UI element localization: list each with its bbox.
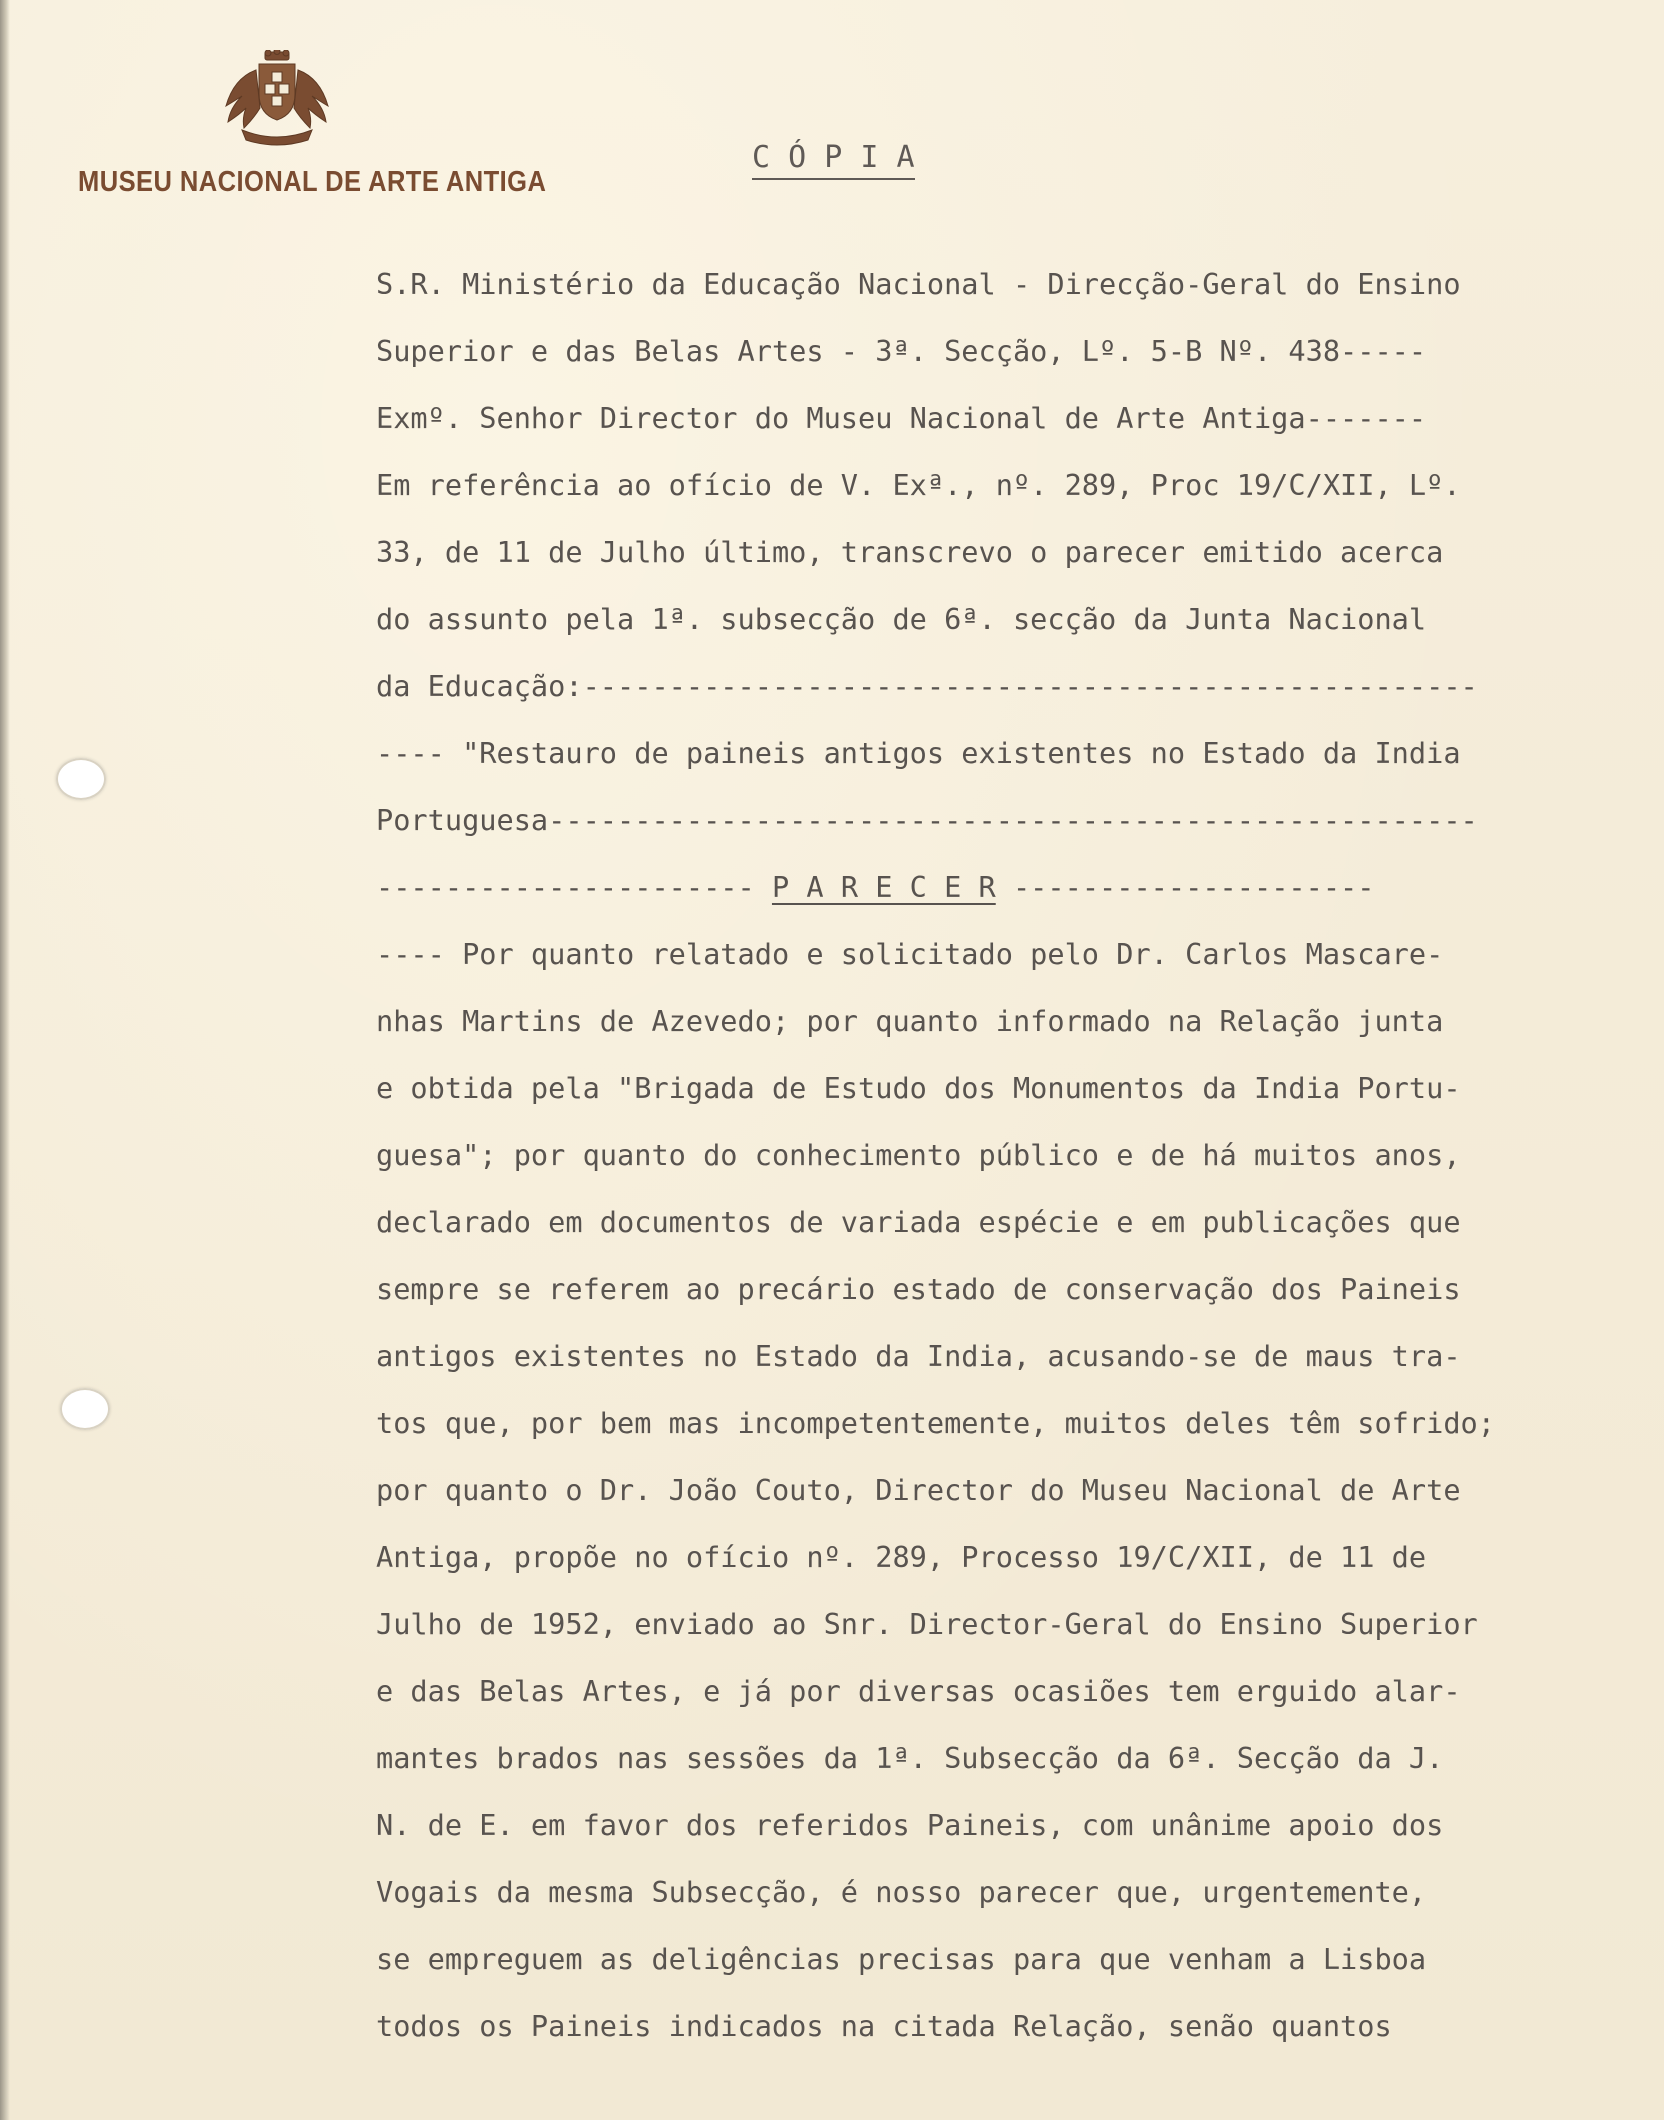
body-line: guesa"; por quanto do conhecimento público e de há muitos anos, <box>376 1138 1461 1172</box>
body-line: todos os Paineis indicados na citada Relação, senão quantos <box>376 2009 1392 2043</box>
body-line: antigos existentes no Estado da India, acusando-se de maus tra- <box>376 1339 1461 1373</box>
body-line: sempre se referem ao precário estado de conservação dos Paineis <box>376 1272 1461 1306</box>
punch-hole <box>56 758 106 800</box>
body-line: nhas Martins de Azevedo; por quanto informado na Relação junta <box>376 1004 1444 1038</box>
body-line: Portuguesa------------------------------------------------------ <box>376 803 1478 837</box>
body-line: se empreguem as deligências precisas para que venham a Lisboa <box>376 1942 1427 1976</box>
body-line: e obtida pela "Brigada de Estudo dos Monumentos da India Portu- <box>376 1071 1461 1105</box>
coat-of-arms-icon <box>218 50 336 146</box>
page-edge-shadow <box>0 0 10 2120</box>
section-heading <box>376 867 1374 907</box>
body-line: da Educação:---------------------------------------------------- <box>376 669 1478 703</box>
body-line: 33, de 11 de Julho último, transcrevo o parecer emitido acerca <box>376 535 1444 569</box>
body-line: Superior e das Belas Artes - 3ª. Secção, Lº. 5-B Nº. 438----- <box>376 334 1427 368</box>
body-line: S.R. Ministério da Educação Nacional - Direcção-Geral do Ensino <box>376 267 1461 301</box>
heading-dashes-left: ---------------------- <box>376 870 772 904</box>
body-line: Vogais da mesma Subsecção, é nosso parecer que, urgentemente, <box>376 1875 1427 1909</box>
institution-name: MUSEU NACIONAL DE ARTE ANTIGA <box>78 166 547 198</box>
body-line: por quanto o Dr. João Couto, Director do Museu Nacional de Arte <box>376 1473 1461 1507</box>
body-line: declarado em documentos de variada espécie e em publicações que <box>376 1205 1461 1239</box>
heading-parecer: P A R E C E R <box>771 870 996 904</box>
body-line: Exmº. Senhor Director do Museu Nacional de Arte Antiga------- <box>376 401 1427 435</box>
body-line: Em referência ao ofício de V. Exª., nº. 289, Proc 19/C/XII, Lº. <box>376 468 1461 502</box>
body-line: Julho de 1952, enviado ao Snr. Director-Geral do Ensino Superior <box>376 1607 1478 1641</box>
body-line: ---- Por quanto relatado e solicitado pelo Dr. Carlos Mascare- <box>376 937 1444 971</box>
document-title: C Ó P I A <box>752 140 915 180</box>
body-line: e das Belas Artes, e já por diversas ocasiões tem erguido alar- <box>376 1674 1461 1708</box>
body-line: N. de E. em favor dos referidos Paineis, com unânime apoio dos <box>376 1808 1444 1842</box>
punch-hole <box>60 1388 110 1430</box>
body-line: Antiga, propõe no ofício nº. 289, Processo 19/C/XII, de 11 de <box>376 1540 1427 1574</box>
body-line: mantes brados nas sessões da 1ª. Subsecção da 6ª. Secção da J. <box>376 1741 1444 1775</box>
heading-dashes-right: --------------------- <box>995 870 1375 904</box>
body-line: do assunto pela 1ª. subsecção de 6ª. secção da Junta Nacional <box>376 602 1427 636</box>
body-line: tos que, por bem mas incompetentemente, muitos deles têm sofrido; <box>376 1406 1495 1440</box>
body-line: ---- "Restauro de paineis antigos existentes no Estado da India <box>376 736 1461 770</box>
